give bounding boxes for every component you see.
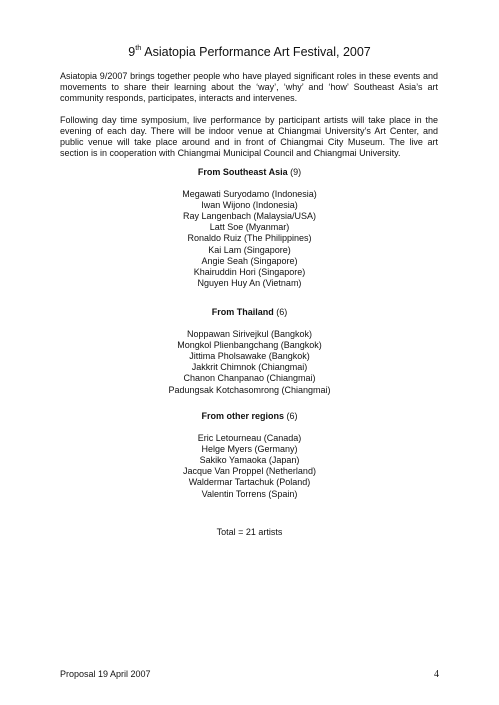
artist-item: Chanon Chanpanao (Chiangmai) — [183, 373, 316, 384]
artist-item: Noppawan Sirivejkul (Bangkok) — [186, 329, 313, 340]
section-southeast-asia — [0, 167, 499, 289]
artist-list — [0, 189, 499, 289]
section-heading — [0, 167, 499, 178]
artist-item: Jacque Van Proppel (Netherland) — [183, 466, 316, 477]
title-text: Asiatopia Performance Art Festival, 2007 — [144, 45, 371, 59]
artist-item: Helge Myers (Germany) — [201, 444, 298, 455]
section-heading-text: From Thailand — [211, 307, 274, 317]
artist-item: Eric Letourneau (Canada) — [197, 433, 302, 444]
artist-item: Waldermar Tartachuk (Poland) — [188, 477, 311, 488]
artist-item: Jakkrit Chimnok (Chiangmai) — [191, 362, 308, 373]
section-other-regions — [0, 411, 499, 500]
section-heading-text: From Southeast Asia — [197, 167, 288, 177]
title-ordinal-number: 9 — [128, 45, 136, 59]
artist-list — [0, 329, 499, 396]
schedule-paragraph: Following day time symposium, live performance by participant artists will take place in the evening of each day. There will be indoor venue at Chiangmai University’s Art Center, and public venue will take place around and in front of Chiangmai City Museum. The live art section is in cooperation with Chiangmai Municipal Council and Chiangmai University. — [60, 115, 438, 159]
artist-item: Kai Lam (Singapore) — [208, 244, 291, 255]
intro-paragraph: Asiatopia 9/2007 brings together people who have played significant roles in these events and movements to share their learning about the ‘way’, ‘why’ and ‘how’ Southeast Asia’s art community responds, participates, interacts and intervenes. — [60, 71, 438, 104]
artist-item: Latt Soe (Myanmar) — [209, 222, 290, 233]
artist-item: Khairuddin Hori (Singapore) — [193, 266, 306, 277]
artist-item: Megawati Suryodamo (Indonesia) — [182, 189, 317, 200]
total-artists: Total = 21 artists — [216, 527, 283, 537]
section-heading-text: From other regions — [201, 411, 284, 421]
artist-item: Angie Seah (Singapore) — [201, 255, 298, 266]
section-count: (9) — [290, 167, 302, 177]
footer-page-number: 4 — [434, 669, 439, 680]
section-count: (6) — [276, 307, 288, 317]
section-heading — [0, 411, 499, 422]
section-thailand — [0, 307, 499, 396]
footer-proposal-date: Proposal 19 April 2007 — [60, 669, 151, 679]
page-title — [0, 44, 499, 60]
artist-item: Padungsak Kotchasomrong (Chiangmai) — [168, 384, 331, 395]
artist-item: Valentin Torrens (Spain) — [201, 488, 298, 499]
artist-item: Iwan Wijono (Indonesia) — [201, 200, 298, 211]
artist-item: Ray Langenbach (Malaysia/USA) — [182, 211, 317, 222]
section-heading — [0, 307, 499, 318]
artist-item: Nguyen Huy An (Vietnam) — [197, 277, 302, 288]
artist-item: Jittima Pholsawake (Bangkok) — [189, 351, 310, 362]
title-ordinal-suffix: th — [135, 43, 142, 52]
artist-list — [0, 433, 499, 500]
artist-item: Mongkol Plienbangchang (Bangkok) — [177, 340, 322, 351]
artist-item: Sakiko Yamaoka (Japan) — [199, 455, 300, 466]
artist-item: Ronaldo Ruiz (The Philippines) — [187, 233, 312, 244]
section-count: (6) — [286, 411, 298, 421]
